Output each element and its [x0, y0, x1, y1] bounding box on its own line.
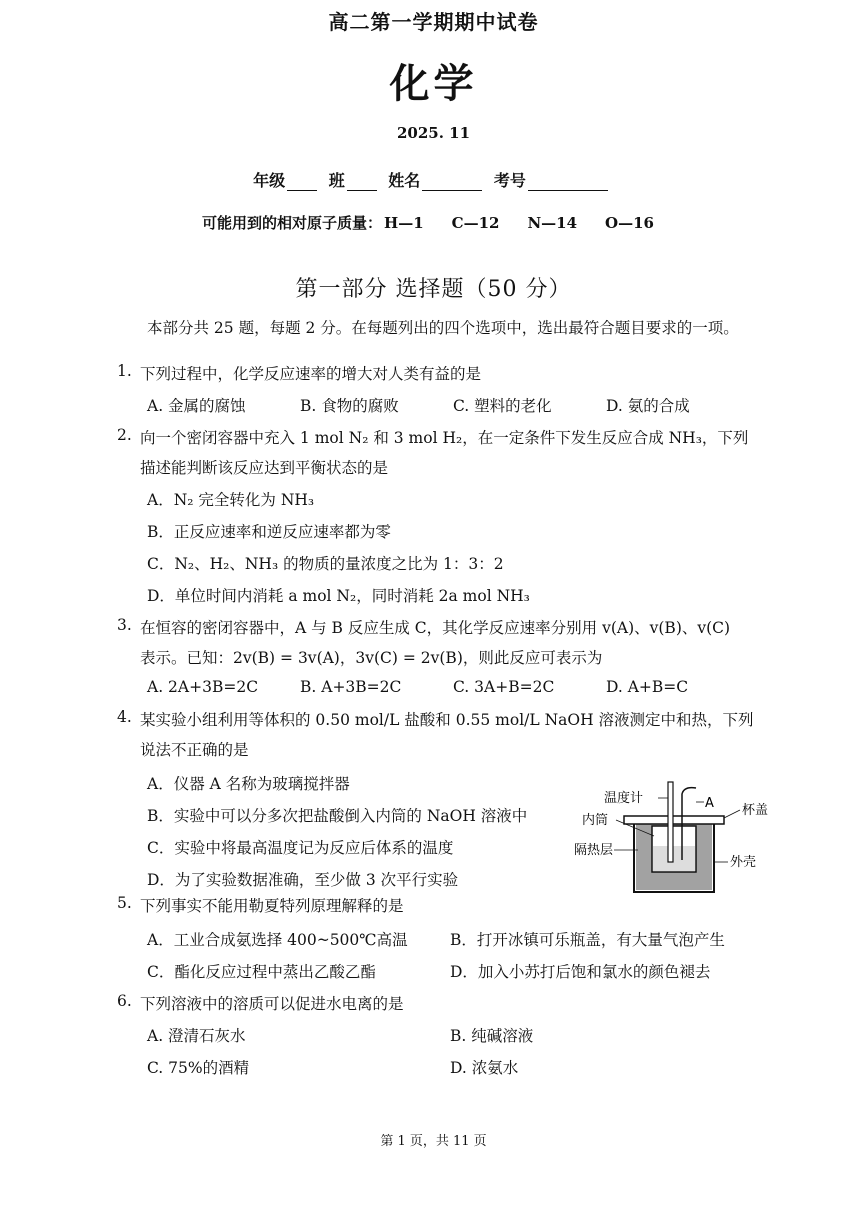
class-label: 班 [328, 171, 345, 190]
question-number: 2. [117, 426, 132, 444]
exam-no-field[interactable] [528, 174, 608, 191]
grade-label: 年级 [253, 171, 286, 190]
section-intro: 本部分共 25 题，每题 2 分。在每题列出的四个选项中，选出最符合题目要求的一项。 [147, 319, 739, 337]
atomic-mass-h: H—1 [384, 214, 424, 232]
shell-label: 外壳 [730, 855, 757, 870]
question-stem: 表示。已知：2v(B) = 3v(A)，3v(C) = 2v(B)，则此反应可表示为 [140, 649, 603, 667]
question-number: 5. [117, 894, 132, 912]
section-title: 第一部分 选择题（50 分） [295, 277, 572, 302]
option-b[interactable]: B．打开冰镇可乐瓶盖，有大量气泡产生 [450, 931, 725, 949]
lid-shape [624, 816, 724, 824]
thermometer-label: 温度计 [604, 791, 644, 806]
option-a[interactable]: A．仪器 A 名称为玻璃搅拌器 [147, 775, 350, 793]
student-info-line [0, 168, 867, 191]
option-b[interactable]: B. 食物的腐败 [300, 397, 399, 415]
grade-field[interactable] [287, 174, 317, 191]
atomic-mass-line [202, 212, 682, 233]
exam-no-label: 考号 [493, 171, 526, 190]
stirrer-label: A [705, 796, 714, 811]
inner-cup-shape [652, 826, 696, 872]
inner-cup-label: 内筒 [582, 813, 609, 828]
option-d[interactable]: D. 浓氨水 [450, 1059, 519, 1077]
option-c[interactable]: C．N₂、H₂、NH₃ 的物质的量浓度之比为 1：3：2 [147, 555, 504, 573]
question-stem: 下列过程中，化学反应速率的增大对人类有益的是 [140, 365, 482, 383]
option-d[interactable]: D．加入小苏打后饱和氯水的颜色褪去 [450, 963, 711, 981]
question-stem: 下列溶液中的溶质可以促进水电离的是 [140, 995, 404, 1013]
name-label: 姓名 [388, 171, 421, 190]
question-stem: 在恒容的密闭容器中，A 与 B 反应生成 C，其化学反应速率分别用 v(A)、v(B)、v(C) [140, 619, 731, 637]
atomic-mass-c: C—12 [451, 214, 500, 232]
question-number: 6. [117, 992, 132, 1010]
option-b[interactable]: B．实验中可以分多次把盐酸倒入内筒的 NaOH 溶液中 [147, 807, 528, 825]
question-stem: 某实验小组利用等体积的 0.50 mol/L 盐酸和 0.55 mol/L NaOH 溶液测定中和热，下列 [140, 711, 754, 729]
option-a[interactable]: A. 澄清石灰水 [147, 1027, 246, 1045]
class-field[interactable] [347, 174, 377, 191]
option-b[interactable]: B．正反应速率和逆反应速率都为零 [147, 523, 391, 541]
question-stem: 下列事实不能用勒夏特列原理解释的是 [140, 897, 404, 915]
atomic-mass-o: O—16 [605, 214, 654, 232]
option-a[interactable]: A．N₂ 完全转化为 NH₃ [147, 491, 315, 509]
lid-label: 杯盖 [742, 803, 769, 818]
option-c[interactable]: C．酯化反应过程中蒸出乙酸乙酯 [147, 963, 376, 981]
question-number: 4. [117, 708, 132, 726]
option-c[interactable]: C. 塑料的老化 [453, 397, 552, 415]
insulation-label: 隔热层 [574, 843, 614, 858]
question-stem: 向一个密闭容器中充入 1 mol N₂ 和 3 mol H₂，在一定条件下发生反应合成 NH₃，下列 [140, 429, 749, 447]
page-footer: 第 1 页，共 11 页 [380, 1134, 487, 1149]
thermometer-shape [668, 782, 673, 862]
option-c[interactable]: C. 75%的酒精 [147, 1059, 250, 1077]
exam-title: 高二第一学期期中试卷 [328, 10, 539, 34]
option-d[interactable]: D. A+B=C [606, 678, 689, 696]
option-a[interactable]: A. 2A+3B=2C [147, 678, 259, 696]
option-c[interactable]: C. 3A+B=2C [453, 678, 555, 696]
option-c[interactable]: C．实验中将最高温度记为反应后体系的温度 [147, 839, 454, 857]
subject-title: 化学 [389, 60, 478, 107]
question-stem: 描述能判断该反应达到平衡状态的是 [140, 459, 389, 477]
name-field[interactable] [422, 174, 482, 191]
option-d[interactable]: D．为了实验数据准确，至少做 3 次平行实验 [147, 871, 459, 889]
question-stem: 说法不正确的是 [140, 741, 249, 759]
option-a[interactable]: A. 金属的腐蚀 [147, 397, 246, 415]
option-a[interactable]: A．工业合成氨选择 400~500℃高温 [147, 931, 408, 949]
option-b[interactable]: B. A+3B=2C [300, 678, 402, 696]
question-number: 1. [117, 362, 132, 380]
question-number: 3. [117, 616, 132, 634]
option-d[interactable]: D．单位时间内消耗 a mol N₂，同时消耗 2a mol NH₃ [147, 587, 530, 605]
option-d[interactable]: D. 氨的合成 [606, 397, 690, 415]
atomic-mass-n: N—14 [527, 214, 578, 232]
calorimeter-figure [572, 780, 772, 900]
atomic-mass-label: 可能用到的相对原子质量： [202, 214, 383, 232]
option-b[interactable]: B. 纯碱溶液 [450, 1027, 534, 1045]
exam-date: 2025. 11 [396, 124, 471, 142]
